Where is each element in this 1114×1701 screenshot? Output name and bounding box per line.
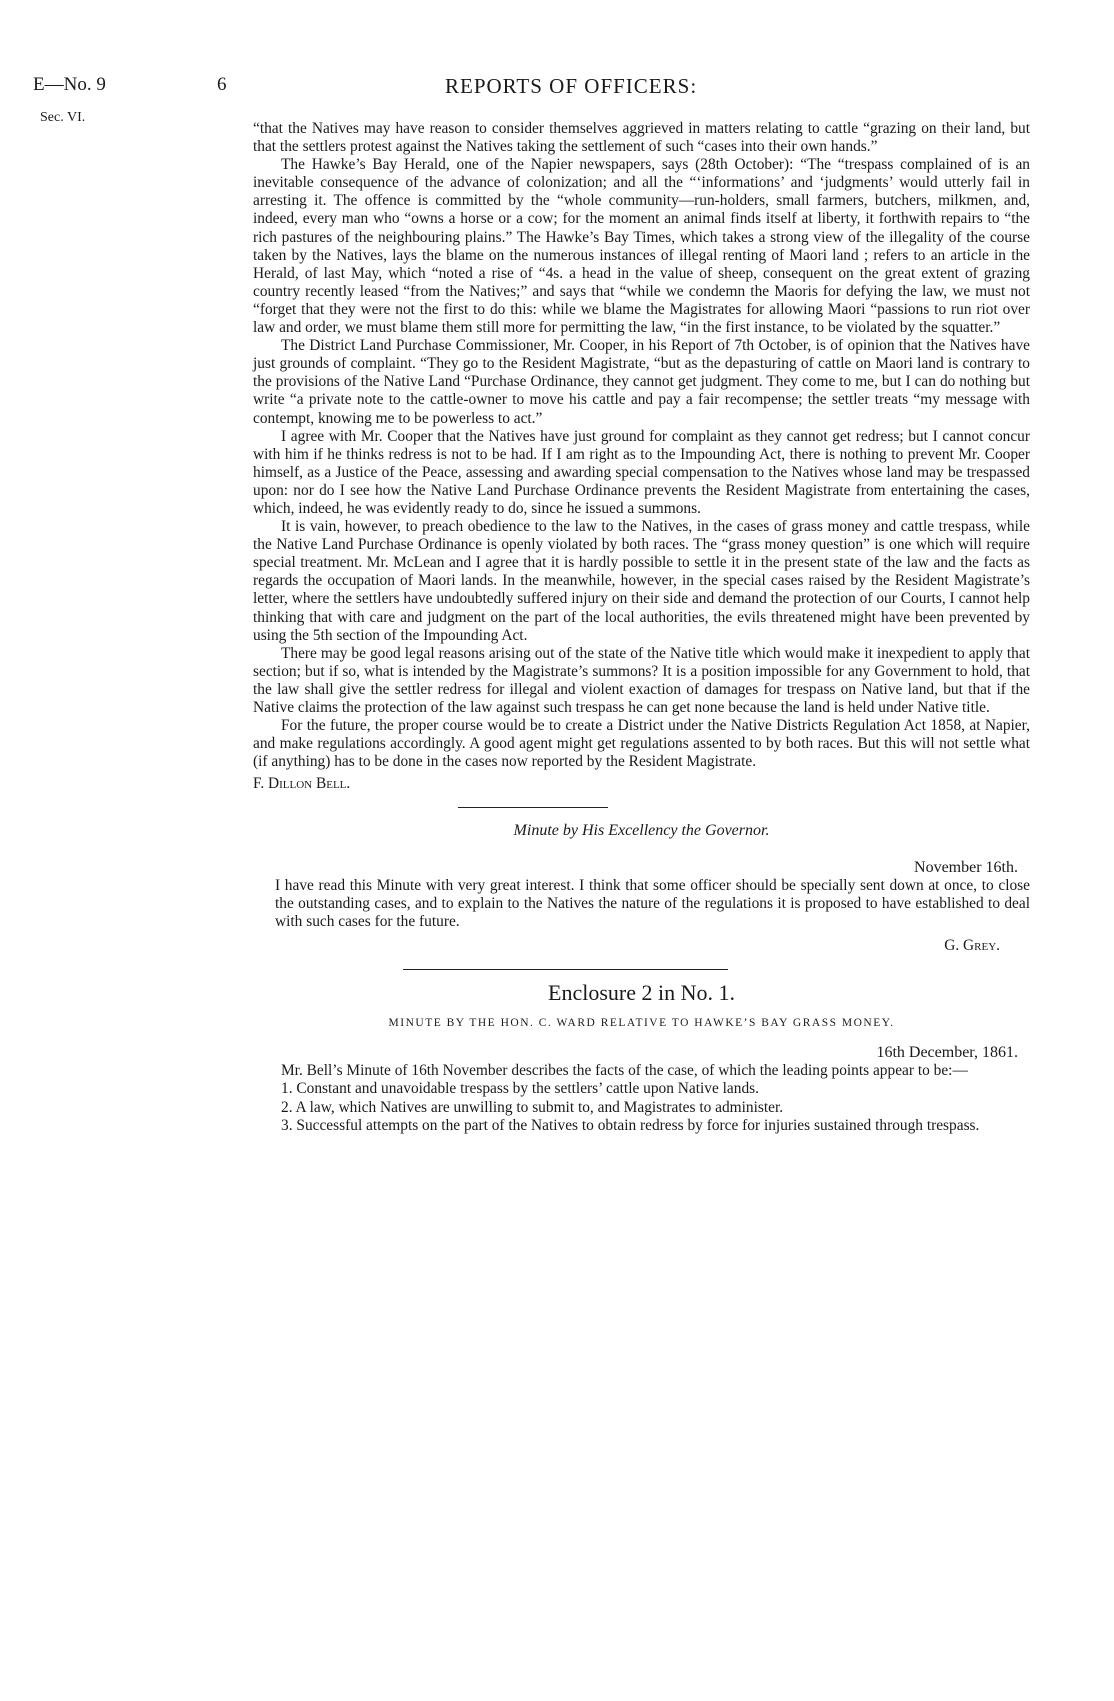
list-item: 3. Successful attempts on the part of the Natives to obtain redress by force for injuries sustained through trespass.: [281, 1116, 980, 1134]
list-item: 2. A law, which Natives are unwilling to submit to, and Magistrates to administer.: [281, 1098, 784, 1116]
divider: [403, 969, 728, 970]
enclosure-title: Enclosure 2 in No. 1.: [548, 980, 735, 1006]
list-item: 1. Constant and unavoidable trespass by the settlers’ cattle upon Native lands.: [281, 1080, 759, 1098]
page-id: E—No. 9: [33, 74, 106, 95]
running-head: REPORTS OF OFFICERS:: [445, 74, 698, 98]
enclosure-date: 16th December, 1861.: [876, 1044, 1018, 1062]
paragraph-5: It is vain, however, to preach obedience to the law to the Natives, in the cases of grass money and cattle trespass, while the Native Land Purchase Ordinance is openly violated by both races. The “grass money question” is one which will require special treatment. Mr. McLean and I agree that it is hardly possible to settle it in the present state of the law and the facts as regards the occupation of Maori lands. In the meanwhile, however, in the special cases raised by the Resident Magistrate’s letter, where the settlers have undoubtedly suffered injury on their side and demand the protection of our Courts, I cannot help thinking that with care and judgment on the part of the local authorities, the evils threatened might have been prevented by using the 5th section of the Impounding Act.: [253, 518, 1030, 644]
paragraph-4: I agree with Mr. Cooper that the Natives have just ground for complaint as they cannot get redress; but I cannot concur with him if he thinks redress is not to be had. If I am right as to the Impounding Act, there is nothing to prevent Mr. Cooper himself, as a Justice of the Peace, assessing and awarding special compensation to the Natives whose land may be trespassed upon: nor do I see how the Native Land Purchase Ordinance prevents the Resident Magistrate from entertaining the cases, which, indeed, he was evidently ready to do, since he issued a summons.: [253, 427, 1030, 517]
minute-text: I have read this Minute with very great interest. I think that some officer should be specially sent down at once, to close the outstanding cases, and to explain to the Natives the nature of the regulations it is proposed to have established to deal with such cases for the future.: [275, 876, 1030, 930]
paragraph-3: The District Land Purchase Commissioner, Mr. Cooper, in his Report of 7th October, is of opinion that the Natives have just grounds of complaint. “They go to the Resident Magistrate, “but as the depasturing of cattle on Maori land is contrary to the provisions of the Native Land “Purchase Ordinance, they cannot get judgment. They come to me, but I can do nothing but write “a private note to the cattle-owner to move his cattle and pay a fair recompense; the settler treats “my message with contempt, knowing me to be powerless to act.”: [253, 337, 1030, 427]
points-list: [253, 1080, 1030, 1134]
signature-grey: G. Grey.: [944, 936, 1000, 954]
enclosure-subtitle: MINUTE BY THE HON. C. WARD RELATIVE TO HAWKE’S BAY GRASS MONEY.: [388, 1017, 895, 1030]
paragraph-7: For the future, the proper course would be to create a District under the Native Districts Regulation Act 1858, at Napier, and make regulations accordingly. A good agent might get regulations assented to by both races. But this will not settle what (if anything) has to be done in the cases now reported by the Resident Magistrate.: [253, 717, 1030, 771]
enclosure-intro: Mr. Bell’s Minute of 16th November describes the facts of the case, of which the leading points appear to be:—: [281, 1062, 968, 1080]
paragraph-6: There may be good legal reasons arising out of the state of the Native title which would make it inexpedient to apply that section; but if so, what is intended by the Magistrate’s summons? It is a position impossible for any Government to hold, that the law shall give the settler redress for illegal and violent exaction of damages for trespass on Native land, but that if the Native claims the protection of the law against such trespass he can get none because the land is held under Native title.: [253, 644, 1030, 716]
paragraph-1: “that the Natives may have reason to consider themselves aggrieved in matters relating to cattle “grazing on their land, but that the settlers protest against the Natives taking the settlement of such “cases into their own hands.”: [253, 120, 1030, 156]
minute-date: November 16th.: [914, 858, 1018, 876]
section-label: Sec. VI.: [40, 110, 86, 125]
paragraph-2: The Hawke’s Bay Herald, one of the Napier newspapers, says (28th October): “The “trespass complained of is an inevitable consequence of the advance of colonization; and all the “‘informations’ and ‘judgments’ would utterly fail in arresting it. The offence is committed by the “whole community—run-holders, small farmers, butchers, milkmen, and, indeed, every man who “owns a horse or a cow; for the moment an animal finds itself at liberty, it forthwith repairs to “the rich pastures of the neighbouring plains.” The Hawke’s Bay Times, which takes a strong view of the illegality of the course taken by the Natives, lays the blame on the numerous instances of illegal renting of Maori land ; refers to an article in the Herald, of last May, which “noted a rise of “4s. a head in the value of sheep, consequent on the great extent of grazing country recently leased “from the Natives;” and says that “while we condemn the Maoris for defying the law, we must not “forget that they were not the first to do this: while we blame the Magistrates for allowing Maori “passions to run riot over law and order, we must blame them still more for permitting the law, “in the first instance, to be violated by the squatter.”: [253, 156, 1030, 337]
divider: [458, 807, 608, 808]
signature-bell: F. Dillon Bell.: [253, 775, 351, 793]
page-number: 6: [217, 74, 227, 95]
main-column: [253, 120, 1030, 1135]
minute-title: Minute by His Excellency the Governor.: [513, 822, 770, 840]
